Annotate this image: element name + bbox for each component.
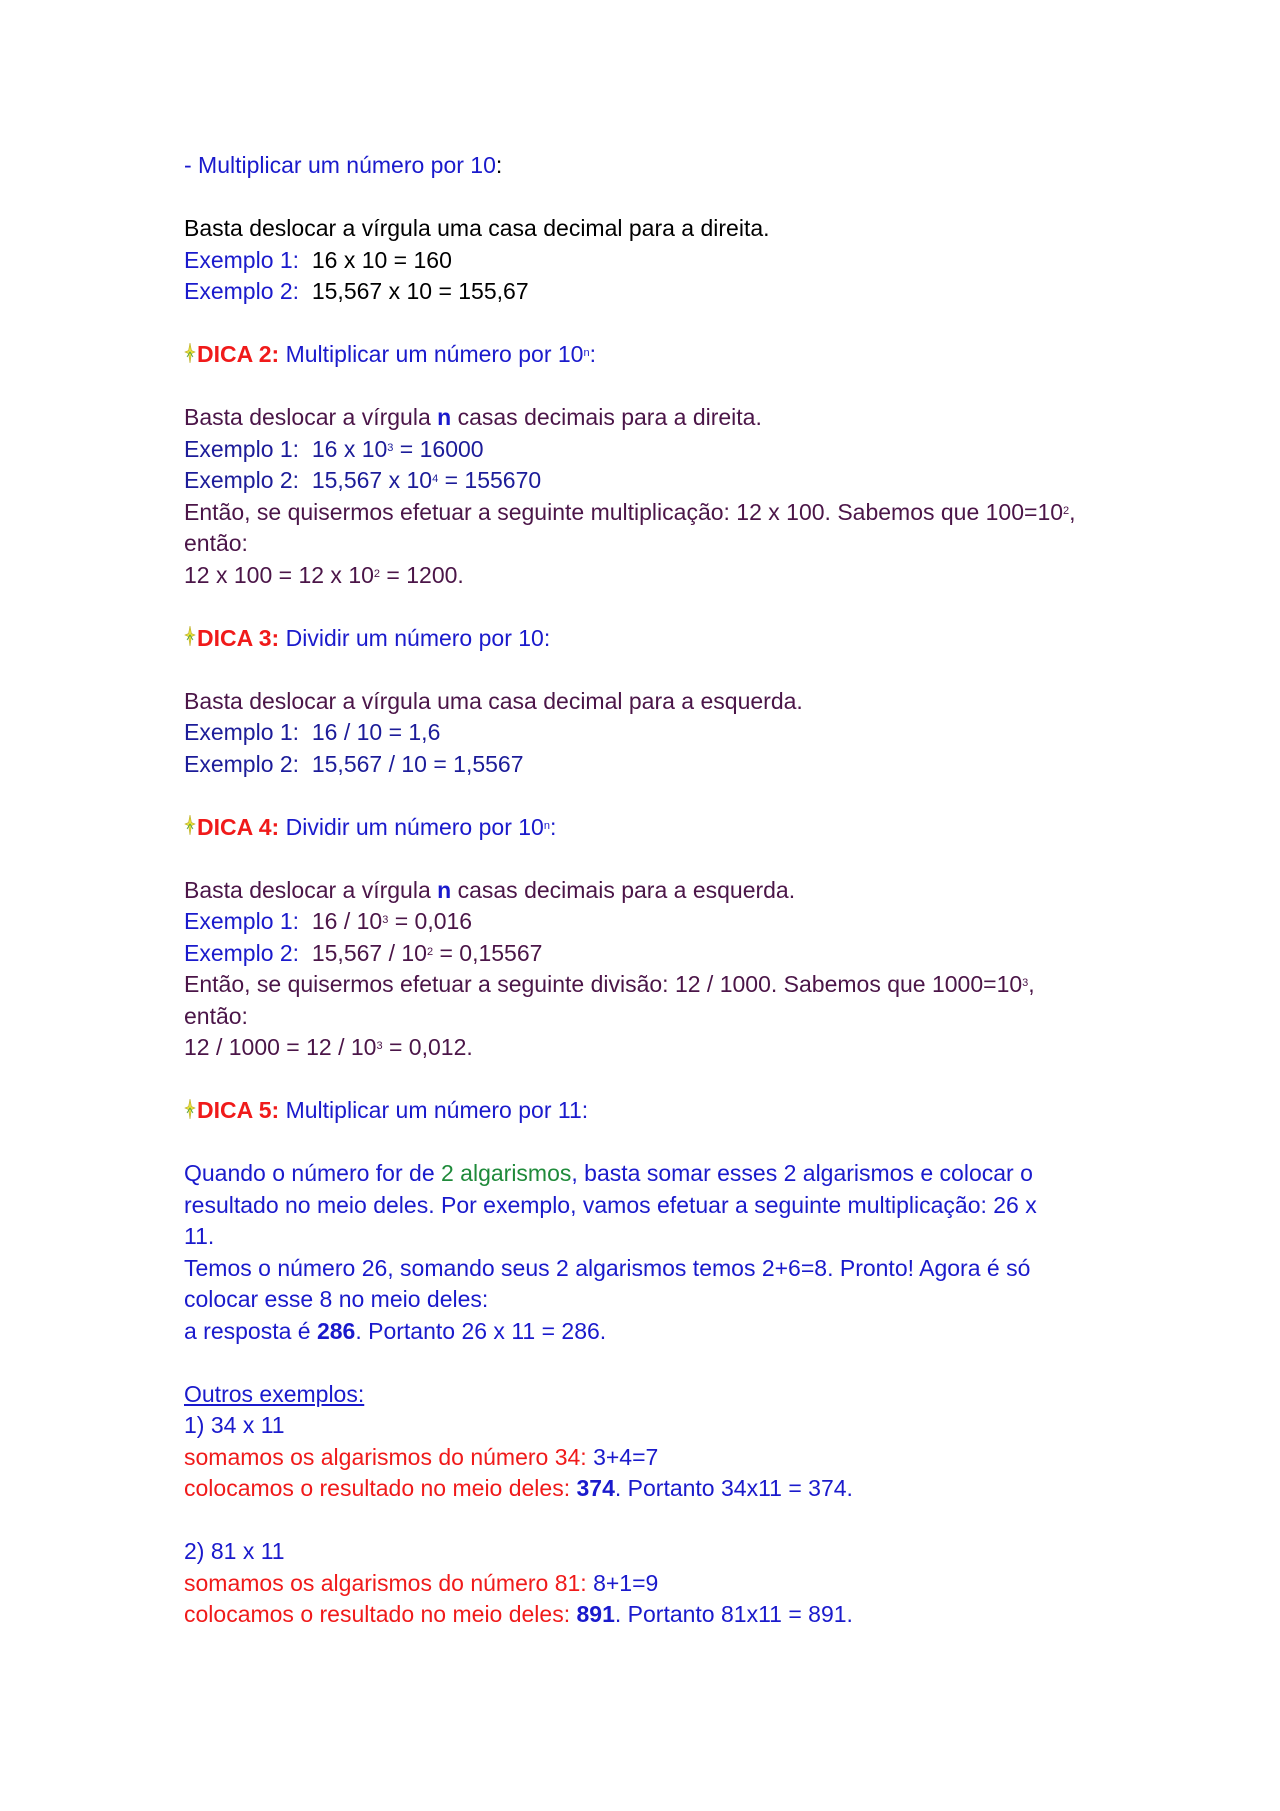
tip4-title-text: Dividir um número por 10 (285, 813, 544, 840)
place-label: colocamos o resultado no meio deles: (184, 1475, 577, 1501)
rule-text: casas decimais para a direita. (451, 404, 762, 430)
tip3-example-2 (184, 749, 1114, 781)
explanation-text: , (1028, 971, 1035, 997)
tip1-heading-colon: : (495, 152, 503, 178)
result-text: 12 / 1000 = 12 / 10 (184, 1034, 377, 1060)
explanation-text: Então, se quisermos efetuar a seguinte multiplicação: 12 x 100. Sabemos que 100=10 (184, 498, 1064, 525)
example-value: 15,567 x 10 = 155,67 (311, 278, 529, 304)
paragraph-text: Quando o número for de (184, 1160, 441, 1186)
tip2-title-text: Multiplicar um número por 10 (285, 341, 584, 367)
rule-text: casas decimais para a esquerda. (451, 876, 796, 903)
tip5-paragraph-line-5: colocar esse 8 no meio deles: (184, 1286, 489, 1312)
star-sparkle-icon (184, 814, 196, 836)
tip5-tag: DICA 5: (197, 1097, 280, 1123)
tip1-heading (184, 150, 1114, 182)
example-label: Exemplo 1: (184, 435, 300, 462)
tip4-result (184, 1032, 1114, 1064)
other-example-1-title: 1) 34 x 11 (184, 1412, 285, 1438)
star-sparkle-icon (184, 1098, 196, 1120)
tip4-heading (184, 812, 1114, 844)
example-label: Exemplo 1: (184, 246, 300, 273)
tip5-paragraph-line-2: resultado no meio deles. Por exemplo, vamos efetuar a seguinte multiplicação: 26 x (184, 1191, 1037, 1218)
tip2-example-1 (184, 434, 1114, 466)
result-text: = 1200. (380, 561, 464, 588)
example-value: = 155670 (438, 467, 542, 493)
example-value-b: = 0,016 (388, 908, 473, 934)
sum-value: 8+1=9 (593, 1569, 659, 1596)
other-example-2-title: 2) 81 x 11 (184, 1538, 285, 1564)
paragraph-text: , basta somar esses 2 algarismos e colocar o (571, 1160, 1033, 1186)
tip2-heading (184, 339, 1114, 371)
star-sparkle-icon (184, 342, 196, 364)
tip4-rule (184, 875, 1114, 907)
tip5-title: Multiplicar um número por 11: (285, 1097, 589, 1123)
tip2-title (286, 341, 596, 367)
rule-text: Basta deslocar a vírgula (184, 404, 438, 430)
tip3-tag: DICA 3: (197, 624, 280, 651)
tip3-heading (184, 623, 1114, 655)
tip2-explanation (184, 497, 1114, 529)
place-label: colocamos o resultado no meio deles: (184, 1601, 577, 1627)
tip2-rule (184, 402, 1114, 434)
sum-label: somamos os algarismos do número 81: (184, 1569, 594, 1596)
example-value: 15,567 x 10 (311, 467, 433, 493)
tip5-paragraph-line-4: Temos o número 26, somando seus 2 algarismos temos 2+6=8. Pronto! Agora é só (184, 1254, 1031, 1281)
tip4-example-2 (184, 938, 1114, 970)
rule-n: n (437, 876, 452, 903)
sum-label: somamos os algarismos do número 34: (184, 1443, 594, 1470)
tip4-example-1 (184, 906, 1114, 938)
tip2-tag: DICA 2: (197, 341, 280, 367)
exponent: 3 (382, 914, 389, 926)
example-label: Exemplo 1: (184, 908, 300, 934)
tip1-example-2 (184, 276, 1114, 308)
result-text: 12 x 100 = 12 x 10 (184, 561, 374, 588)
star-sparkle-icon (184, 625, 196, 647)
explanation-text: , (1069, 498, 1076, 525)
tip2-explanation-cont: então: (184, 530, 248, 556)
exponent: n (583, 347, 590, 359)
tip4-title (286, 814, 557, 840)
rule-text: Basta deslocar a vírgula (184, 876, 438, 903)
tip4-explanation-cont: então: (184, 1002, 248, 1029)
exponent: 2 (426, 945, 434, 958)
example-value: 16 x 10 = 160 (311, 246, 452, 273)
tip2-title-end: : (589, 341, 596, 367)
exponent: 2 (373, 567, 381, 580)
example-value-a: 16 / 10 (311, 908, 383, 934)
example-value (312, 908, 472, 934)
example-value: 16 x 10 (311, 435, 388, 462)
example-label: Exemplo 2: (184, 750, 300, 777)
tip2-example-2 (184, 465, 1114, 497)
place-rest: . Portanto 81x11 = 891. (614, 1601, 853, 1627)
other-example-1-place (184, 1473, 1114, 1505)
exponent: 2 (1063, 504, 1070, 517)
result-text: = 0,012. (382, 1034, 473, 1060)
tip3-rule: Basta deslocar a vírgula uma casa decimal para a esquerda. (184, 687, 803, 714)
exponent: 4 (432, 473, 439, 485)
tip3-title: Dividir um número por 10: (285, 624, 551, 651)
tip4-title-end: : (549, 813, 557, 840)
example-label: Exemplo 1: (184, 719, 300, 745)
example-value (312, 940, 543, 966)
example-value: 16 / 10 = 1,6 (311, 719, 441, 745)
exponent: n (543, 819, 550, 832)
tip3-example-1 (184, 717, 1114, 749)
tip5-answer (184, 1316, 1114, 1348)
example-value-b: = 0,15567 (433, 939, 543, 966)
other-example-1-sum (184, 1442, 1114, 1474)
tip5-paragraph-line-3: 11. (184, 1223, 215, 1249)
place-value: 374 (576, 1475, 615, 1501)
document-content (184, 150, 1114, 1631)
tip1-heading-text: - Multiplicar um número por 10 (184, 152, 496, 178)
example-value-a: 15,567 / 10 (311, 939, 427, 966)
rule-n: n (437, 404, 452, 430)
exponent: 3 (376, 1040, 383, 1052)
answer-text: . Portanto 26 x 11 = 286. (355, 1317, 607, 1344)
other-example-2-sum (184, 1568, 1114, 1600)
example-value: = 16000 (393, 435, 484, 462)
tip4-explanation (184, 969, 1114, 1001)
exponent: 3 (1022, 977, 1029, 989)
example-label: Exemplo 2: (184, 939, 300, 966)
answer-value: 286 (316, 1317, 356, 1344)
highlight-text: 2 algarismos (441, 1160, 572, 1186)
other-examples-title: Outros exemplos: (184, 1380, 365, 1407)
example-label: Exemplo 2: (184, 278, 300, 304)
tip1-rule: Basta deslocar a vírgula uma casa decimal para a direita. (184, 215, 770, 241)
tip2-result (184, 560, 1114, 592)
place-value: 891 (576, 1601, 615, 1627)
example-label: Exemplo 2: (184, 467, 300, 493)
place-rest: . Portanto 34x11 = 374. (614, 1475, 853, 1501)
example-value: 15,567 / 10 = 1,5567 (311, 750, 524, 777)
answer-text: a resposta é (184, 1317, 317, 1344)
sum-value: 3+4=7 (593, 1443, 659, 1470)
exponent: 3 (387, 441, 394, 454)
tip4-tag: DICA 4: (197, 813, 280, 840)
tip5-heading (184, 1095, 1114, 1127)
other-example-2-place (184, 1599, 1114, 1631)
tip1-example-1 (184, 245, 1114, 277)
tip5-paragraph-line-1 (184, 1158, 1114, 1190)
explanation-text: Então, se quisermos efetuar a seguinte divisão: 12 / 1000. Sabemos que 1000=10 (184, 971, 1023, 997)
